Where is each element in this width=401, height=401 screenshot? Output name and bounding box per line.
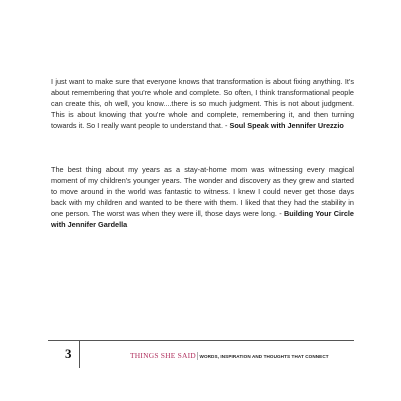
page-number: 3 [65, 346, 72, 361]
publication-tagline: WORDS, INSPIRATION AND THOUGHTS THAT CONNECT [199, 354, 329, 359]
footer-divider [79, 341, 80, 368]
quote-source: Soul Speak with Jennifer Urezzio [229, 121, 344, 130]
publication-title: THINGS SHE SAID [130, 351, 196, 360]
running-footer [130, 345, 329, 363]
footer-separator: | [196, 351, 199, 360]
quote-paragraph [51, 164, 354, 230]
quote-text: The best thing about my years as a stay-at-home mom was witnessing every magical moment of my children's younger years. The wonder and discovery as they grew and started to move around in the world was fantastic to witness. I knew I could never get those days back with my children and wanted to be there with them. I liked that they had the stability in one person. The worst was when they were ill, those days were long. - [51, 165, 354, 218]
quote-source: Building Your Circle with Jennifer Gardella [51, 209, 354, 229]
quote-paragraph [51, 76, 354, 131]
quote-text: I just want to make sure that everyone knows that transformation is about fixing anything. It's about remembering that you're whole and complete. So often, I think transformational people can create this, oh well, you know....there is so much judgment. This is not about judgment. This is about knowing that you're whole and complete, remembering it, and then turning towards it. So I really want people to understand that. - [51, 77, 354, 130]
footer-rule [48, 340, 354, 341]
